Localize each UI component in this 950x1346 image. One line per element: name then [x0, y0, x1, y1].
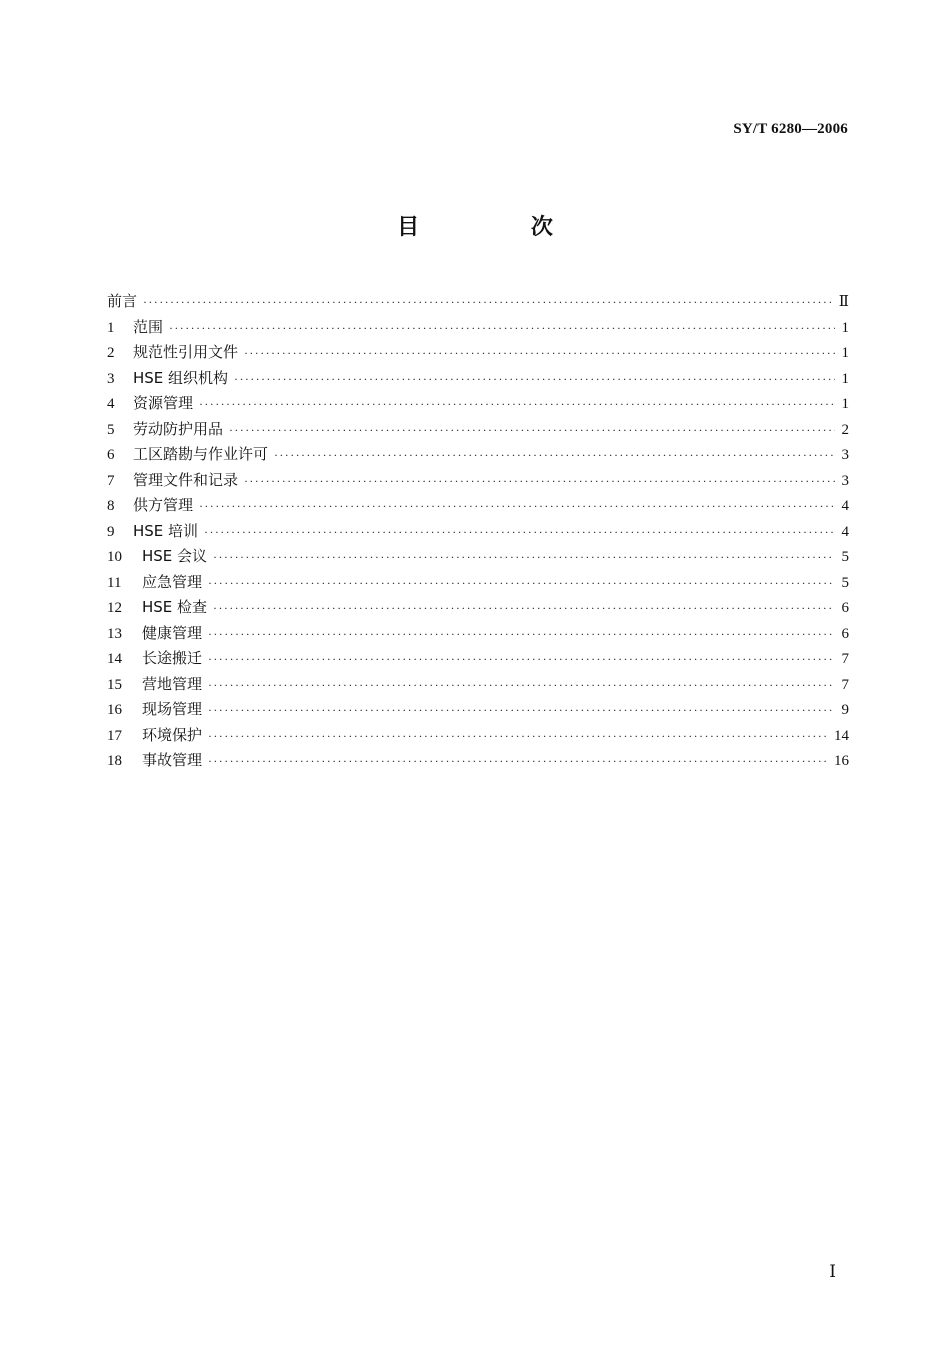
toc-entry-label: 工区踏勘与作业许可	[133, 445, 269, 463]
toc-entry-number: 2	[107, 345, 115, 361]
toc-entry-label: 前言	[107, 292, 138, 310]
toc-entry-page: 3	[841, 472, 849, 489]
toc-entry-number: 11	[107, 574, 122, 591]
toc-entry-page: 6	[841, 625, 849, 642]
toc-entry[interactable]	[107, 672, 849, 698]
standard-code: SY/T 6280—2006	[733, 121, 848, 137]
toc-entry-label: 环境保护	[142, 725, 203, 744]
toc-leader-dots	[234, 367, 835, 393]
toc-entry-number: 16	[107, 702, 122, 718]
toc-entry-number: 5	[107, 421, 115, 438]
toc-entry[interactable]	[107, 621, 849, 647]
toc-leader-dots	[208, 673, 835, 699]
page-number: Ⅰ	[829, 1262, 836, 1281]
toc-entry-page: 7	[841, 651, 849, 667]
toc-leader-dots	[208, 749, 830, 775]
toc-leader-dots	[208, 647, 835, 673]
toc-leader-dots	[143, 290, 835, 316]
toc-entry[interactable]	[107, 595, 849, 621]
toc-entry[interactable]	[107, 417, 849, 443]
toc-entry-label: HSE 会议	[142, 547, 208, 565]
toc-entry[interactable]	[107, 697, 849, 723]
toc-entry-page: 4	[841, 498, 849, 514]
toc-entry[interactable]	[107, 315, 849, 341]
toc-entry[interactable]	[107, 366, 849, 392]
toc-entry-page: 5	[841, 574, 849, 591]
toc-entry-label: 长途搬迁	[142, 649, 203, 667]
table-of-contents	[107, 289, 849, 774]
toc-entry-label: 事故管理	[142, 751, 203, 769]
toc-entry-label: 现场管理	[142, 700, 203, 718]
toc-entry[interactable]	[107, 493, 849, 519]
toc-entry-number: 18	[107, 753, 122, 769]
toc-entry[interactable]	[107, 468, 849, 494]
toc-entry-number: 6	[107, 447, 115, 463]
toc-entry-label: 资源管理	[133, 394, 194, 412]
toc-leader-dots	[244, 469, 835, 495]
toc-entry[interactable]	[107, 570, 849, 596]
toc-entry-label: 劳动防护用品	[133, 419, 224, 438]
toc-entry-page: 9	[841, 702, 849, 718]
toc-entry-page: 1	[841, 370, 849, 387]
toc-entry-page: 14	[834, 727, 849, 744]
toc-entry-page: 5	[841, 549, 849, 565]
toc-entry[interactable]	[107, 646, 849, 672]
toc-leader-dots	[244, 341, 835, 367]
toc-leader-dots	[204, 520, 835, 546]
toc-entry-label: HSE 检查	[142, 598, 208, 616]
toc-entry-number: 9	[107, 523, 115, 540]
toc-leader-dots	[208, 622, 835, 648]
toc-title: 目 次	[397, 215, 605, 240]
toc-entry-page: 2	[841, 421, 849, 438]
toc-leader-dots	[169, 316, 835, 342]
toc-entry-page: 7	[841, 676, 849, 693]
toc-entry-page: Ⅱ	[838, 294, 849, 310]
toc-entry-page: 1	[841, 345, 849, 361]
toc-entry-number: 12	[107, 600, 122, 616]
toc-leader-dots	[213, 596, 835, 622]
toc-entry-label: 管理文件和记录	[133, 470, 239, 489]
toc-leader-dots	[229, 418, 835, 444]
toc-entry[interactable]	[107, 723, 849, 749]
toc-entry-number: 1	[107, 319, 115, 336]
toc-leader-dots	[199, 494, 835, 520]
toc-entry-number: 15	[107, 676, 122, 693]
toc-leader-dots	[208, 571, 835, 597]
toc-entry-label: 应急管理	[142, 572, 203, 591]
toc-entry[interactable]	[107, 289, 849, 315]
toc-entry-number: 7	[107, 472, 115, 489]
toc-entry[interactable]	[107, 442, 849, 468]
toc-entry-number: 14	[107, 651, 122, 667]
toc-entry[interactable]	[107, 748, 849, 774]
toc-entry-page: 3	[841, 447, 849, 463]
toc-entry[interactable]	[107, 391, 849, 417]
toc-entry[interactable]	[107, 544, 849, 570]
toc-entry-page: 1	[841, 319, 849, 336]
toc-leader-dots	[274, 443, 835, 469]
toc-leader-dots	[199, 392, 835, 418]
toc-entry-number: 10	[107, 549, 122, 565]
toc-entry-label: 供方管理	[133, 496, 194, 514]
toc-leader-dots	[213, 545, 835, 571]
toc-entry-label: 健康管理	[142, 623, 203, 642]
toc-leader-dots	[208, 724, 830, 750]
toc-entry-number: 17	[107, 727, 122, 744]
toc-entry-page: 16	[834, 753, 849, 769]
toc-entry-label: HSE 培训	[133, 521, 199, 540]
toc-entry-label: 规范性引用文件	[133, 343, 239, 361]
toc-entry-page: 4	[841, 523, 849, 540]
toc-entry-label: 范围	[133, 317, 164, 336]
toc-entry[interactable]	[107, 519, 849, 545]
toc-entry-number: 4	[107, 396, 115, 412]
toc-entry-label: HSE 组织机构	[133, 368, 229, 387]
toc-entry-page: 6	[841, 600, 849, 616]
toc-entry-number: 13	[107, 625, 122, 642]
toc-entry[interactable]	[107, 340, 849, 366]
toc-entry-page: 1	[841, 396, 849, 412]
toc-entry-number: 8	[107, 498, 115, 514]
toc-entry-number: 3	[107, 370, 115, 387]
toc-entry-label: 营地管理	[142, 674, 203, 693]
toc-leader-dots	[208, 698, 835, 724]
